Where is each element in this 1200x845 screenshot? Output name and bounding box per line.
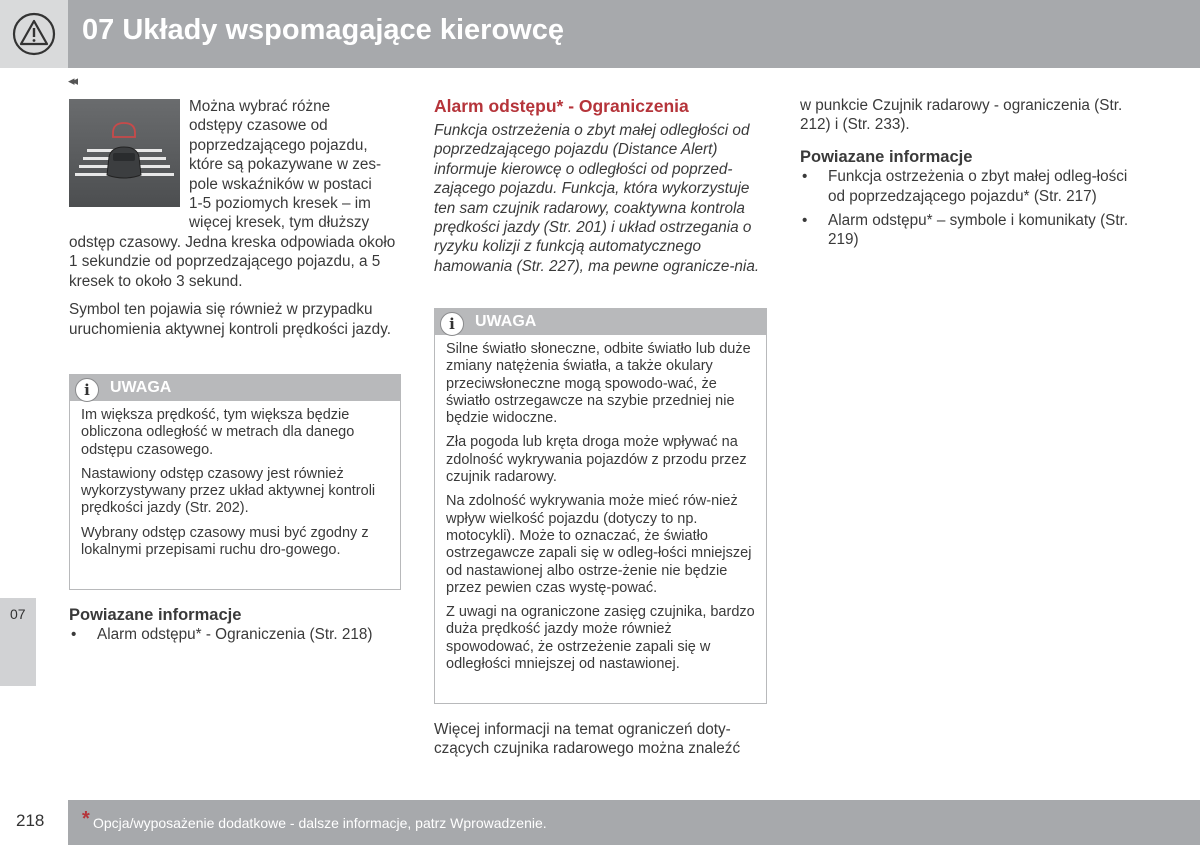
note-title: UWAGA: [110, 379, 172, 396]
note-header: [70, 375, 400, 401]
note-paragraph: Na zdolność wykrywania może mieć rów-nież wpływ wielkość pojazdu (dotyczy to np. motocykli). Może to oznaczać, że światło ostrzegawcze zapali się w odleg-łości mniejszej od nastawionej albo ostrze-żenie nie będzie przez pewien czas wystę-pować.: [446, 493, 752, 596]
info-icon: [440, 312, 464, 336]
note-header: [435, 309, 766, 335]
intro-line: więcej kresek, tym dłuższy: [189, 214, 370, 232]
intro-line: 1-5 poziomych kresek – im: [189, 195, 371, 213]
note-paragraph: Nastawiony odstęp czasowy jest również wykorzystywany przez układ aktywnej kontroli prędkości jazdy (Str. 202).: [81, 465, 376, 517]
note-box-col2: [434, 308, 767, 704]
column-2: [434, 96, 768, 276]
note-paragraph: Zła pogoda lub kręta droga może wpływać na zdolność wykrywania pojazdów z przodu przez czujnik radarowy.: [446, 434, 747, 486]
warning-triangle-icon: [12, 12, 56, 56]
related-section-col1: [69, 606, 401, 644]
note-paragraph: Z uwagi na ograniczone zasięg czujnika, bardzo duża prędkość jazdy może również spowodować, że ostrzeżenie zapali się w odległości mniejszej od nastawionej.: [446, 604, 755, 673]
continuation-text: w punkcie Czujnik radarowy - ograniczenia (Str. 212) i (Str. 233).: [800, 97, 1123, 134]
footnote-text: Opcja/wyposażenie dodatkowe - dalsze informacje, patrz Wprowadzenie.: [93, 815, 547, 831]
intro-line: odstępy czasowe od: [189, 117, 328, 135]
footnote-star: *: [82, 808, 90, 830]
intro-line: które są pokazywane w zes-: [189, 156, 382, 174]
back-nav-arrows[interactable]: ◂◂: [68, 73, 76, 88]
intro-line: pole wskaźników w postaci: [189, 175, 372, 193]
note-paragraph: Im większa prędkość, tym większa będzie obliczona odległość w metrach dla danego odstępu czasowego.: [81, 407, 355, 458]
related-heading: Powiazane informacje: [69, 606, 242, 624]
side-tab-label: 07: [10, 606, 26, 622]
intro-cont-text: odstęp czasowy. Jedna kreska odpowiada około 1 sekundzie od poprzedzającego pojazdu, a 5 kresek to około 3 sekund.: [69, 234, 396, 290]
section-heading: Alarm odstępu* - Ograniczenia: [434, 96, 689, 116]
paragraph-symbol: Symbol ten pojawia się również w przypadku uruchomienia aktywnej kontroli prędkości jazdy.: [69, 301, 391, 338]
intro-wrap-lines: [189, 97, 404, 233]
related-link[interactable]: • Alarm odstępu* – symbole i komunikaty (Str. 219): [800, 211, 1130, 250]
note-body: [435, 335, 766, 681]
section-intro: Funkcja ostrzeżenia o zbyt małej odległości od poprzedzającego pojazdu (Distance Alert) informuje kierowcę o odległości od poprzed-zającego pojazdu. Funkcja, która wykorzystuje ten sam czujnik radarowy, coaktywna kontrola prędkości jazdy (Str. 201) i układ ostrzegania o ryzyku kolizji z funkcją automatycznego hamowania (Str. 227), ma pewne ogranicze-nia.: [434, 122, 760, 275]
related-link[interactable]: • Alarm odstępu* - Ograniczenia (Str. 218): [69, 625, 401, 644]
chapter-side-tab[interactable]: [0, 598, 36, 686]
car-distance-bars-icon: [69, 99, 180, 207]
page-header: [0, 0, 1200, 68]
note-body: [70, 401, 400, 567]
outro-text: Więcej informacji na temat ograniczeń doty-czących czujnika radarowego można znaleźć: [434, 721, 741, 758]
intro-continuation: [69, 233, 401, 339]
distance-indicator-image: [69, 99, 180, 207]
related-heading: Powiazane informacje: [800, 147, 973, 166]
chapter-title: 07 Układy wspomagające kierowcę: [82, 14, 564, 46]
header-icon-box: [0, 0, 68, 68]
info-icon: [75, 378, 99, 402]
note-paragraph: Silne światło słoneczne, odbite światło lub duże zmiany natężenia światła, a także okulary przeciwsłoneczne mogą spowodo-wać, że światło ostrzegawcze na szybie przedniej nie będzie widoczne.: [446, 341, 751, 427]
outro-paragraph: [434, 720, 768, 759]
intro-line: poprzedzającego pojazdu,: [189, 136, 368, 154]
note-title: UWAGA: [475, 313, 537, 330]
related-link[interactable]: • Funkcja ostrzeżenia o zbyt małej odleg-łości od poprzedzającego pojazdu* (Str. 217): [800, 167, 1130, 206]
note-paragraph: Wybrany odstęp czasowy musi być zgodny z lokalnymi przepisami ruchu dro-gowego.: [81, 524, 369, 559]
page-number: 218: [16, 811, 45, 830]
column-3: [800, 96, 1130, 250]
note-box-col1: [69, 374, 401, 590]
intro-line: Można wybrać różne: [189, 98, 331, 115]
